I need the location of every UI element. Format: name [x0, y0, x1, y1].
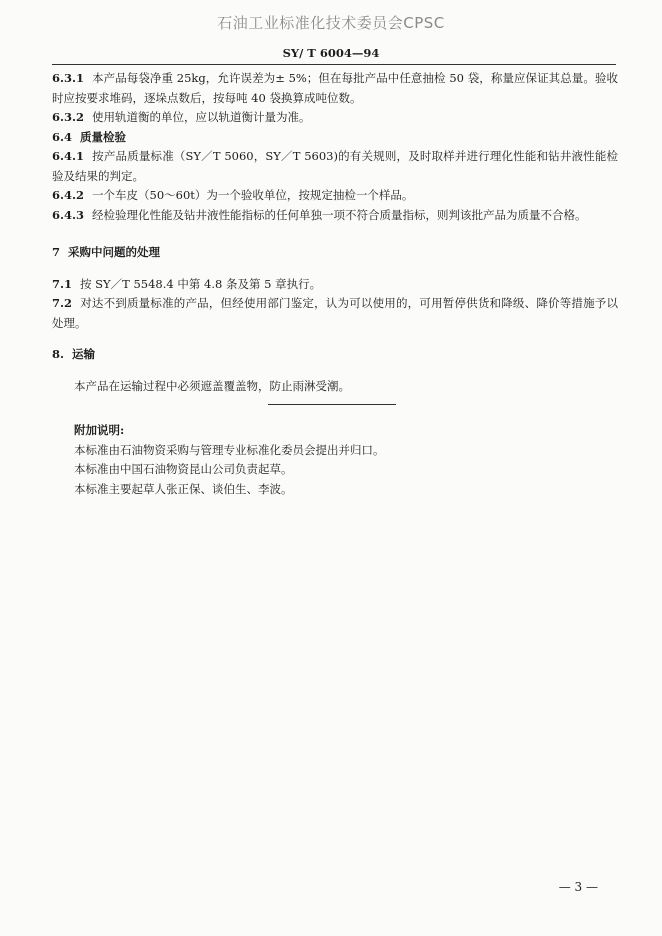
clause-number: 6.4.1	[52, 149, 85, 163]
section-8-text: 本产品在运输过程中必须遮盖覆盖物，防止雨淋受潮。	[74, 378, 350, 393]
spacer	[52, 333, 618, 345]
clause-7-1	[52, 275, 618, 295]
clause-6-4-1	[52, 147, 618, 186]
clause-number: 6.4.2	[52, 188, 85, 202]
clause-number: 7.1	[52, 276, 73, 291]
spacer	[52, 263, 618, 275]
standard-code-header: SY/ T 6004—94	[282, 46, 380, 60]
clause-6-3-2	[52, 108, 618, 128]
section-7-heading	[52, 243, 618, 263]
section-number: 6.4	[52, 129, 73, 144]
section-title: 质量检验	[80, 129, 127, 144]
spacer	[52, 365, 618, 377]
clause-text: 按 SY／T 5548.4 中第 4.8 条及第 5 章执行。	[80, 276, 322, 291]
divider-rule	[268, 404, 396, 405]
section-title: 运输	[72, 347, 96, 361]
page-number: — 3 —	[558, 880, 598, 894]
clause-text: 按产品质量标准（SY／T 5060，SY／T 5603)的有关规则，及时取样并进行理化性能和钻井液性能检验及结果的判定。	[52, 149, 618, 183]
clause-text: 对达不到质量标准的产品，但经使用部门鉴定，认为可以使用的，可用暂停供货和降级、降价等措施予以处理。	[52, 296, 618, 330]
appendix-line: 本标准由石油物资采购与管理专业标准化委员会提出并归口。	[74, 442, 385, 457]
clause-number: 6.3.1	[52, 71, 85, 85]
appendix-title: 附加说明:	[74, 423, 125, 437]
header-rule	[52, 64, 616, 65]
clause-text: 使用轨道衡的单位，应以轨道衡计量为准。	[92, 110, 311, 124]
watermark: 石油工业标准化技术委员会CPSC	[217, 14, 445, 32]
clause-text: 本产品每袋净重 25kg，允许误差为± 5%；但在每批产品中任意抽检 50 袋，称量应保证其总量。验收时应按要求堆码，逐垛点数后，按每吨 40 袋换算成吨位数。	[52, 71, 618, 105]
section-8-heading	[52, 345, 618, 365]
clause-number: 6.4.3	[52, 207, 85, 222]
appendix-line: 本标准由中国石油物资昆山公司负责起草。	[74, 462, 293, 476]
section-number: 8.	[52, 347, 65, 361]
spacer	[52, 225, 618, 243]
appendix-note	[52, 421, 618, 499]
clause-text: 经检验理化性能及钻井液性能指标的任何单独一项不符合质量指标，则判该批产品为质量不合格。	[92, 207, 587, 222]
clause-6-4-3	[52, 206, 618, 226]
clause-6-3-1	[52, 69, 618, 108]
clause-number: 7.2	[52, 296, 73, 310]
document-body	[52, 69, 618, 499]
clause-number: 6.3.2	[52, 110, 85, 124]
section-number: 7	[52, 245, 61, 259]
section-6-4-heading	[52, 128, 618, 148]
clause-6-4-2	[52, 186, 618, 206]
clause-7-2	[52, 294, 618, 333]
appendix-line: 本标准主要起草人张正保、谈伯生、李波。	[74, 481, 293, 496]
section-title: 采购中问题的处理	[68, 245, 161, 259]
clause-text: 一个车皮（50～60t）为一个验收单位，按规定抽检一个样品。	[92, 188, 414, 202]
